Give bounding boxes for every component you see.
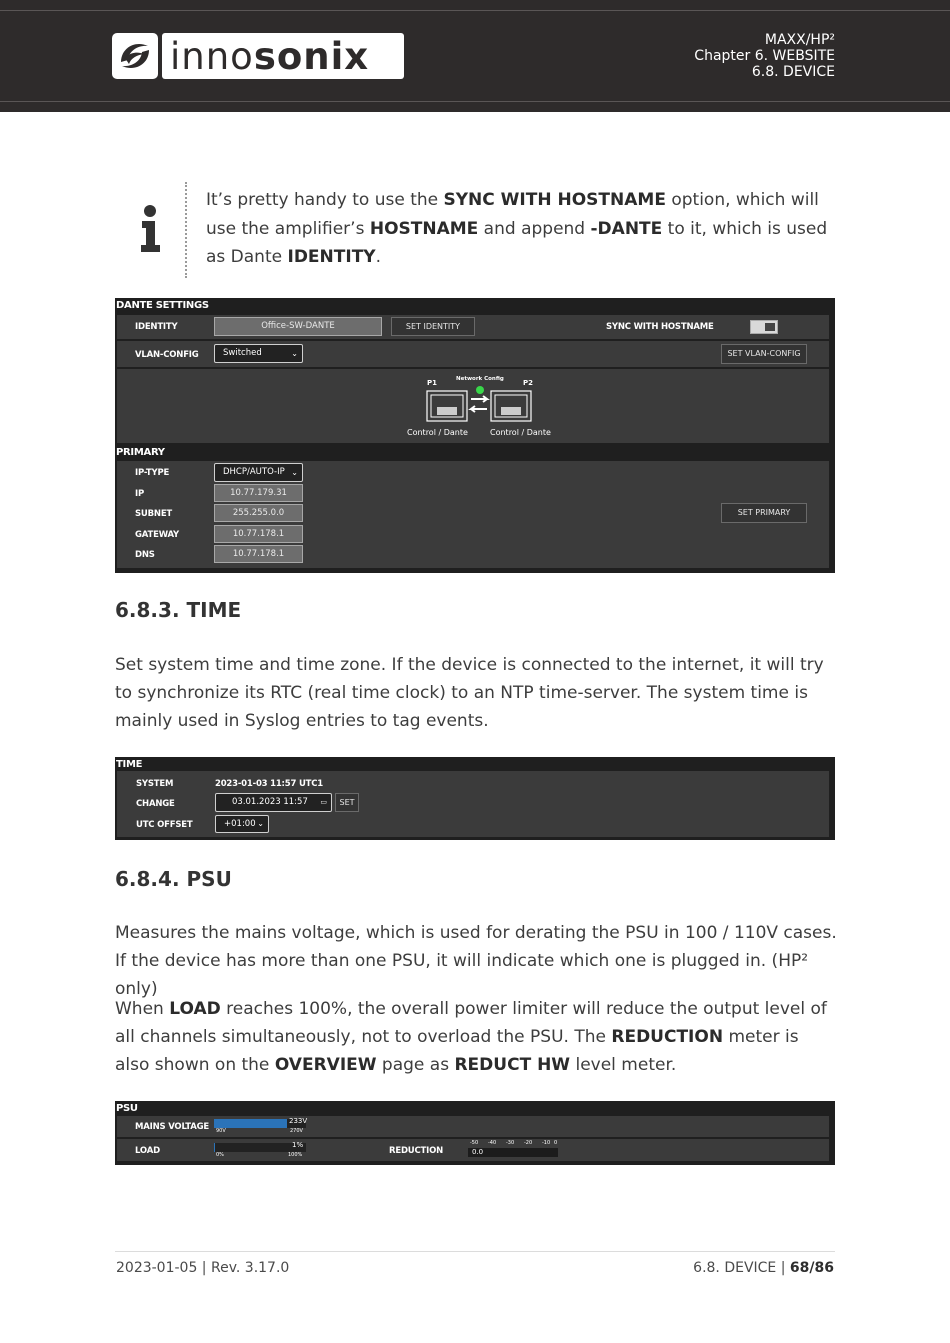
time-heading: 6.8.3. TIME: [115, 598, 242, 622]
time-paragraph: Set system time and time zone. If the device is connected to the internet, it will try to synchronize its RTC (real time clock) to an NTP time-server. The system time is mainly used in Syslog entries to tag events.: [115, 655, 824, 731]
reduction-tick: -40: [488, 1140, 497, 1146]
footer-date-rev: 2023-01-05 | Rev. 3.17.0: [116, 1260, 290, 1276]
primary-title: PRIMARY: [116, 447, 165, 458]
reduction-label: REDUCTION: [389, 1146, 444, 1156]
mains-voltage-fill: [214, 1119, 287, 1128]
reduction-tick: -10: [542, 1140, 551, 1146]
chevron-down-icon: ⌄: [291, 468, 298, 477]
set-identity-button[interactable]: SET IDENTITY: [391, 317, 475, 336]
reduction-tick: -20: [524, 1140, 533, 1146]
identity-input[interactable]: Office-SW-DANTE: [214, 317, 382, 336]
logo-mark-icon: [112, 33, 158, 79]
footer-page-info: 6.8. DEVICE | 68/86: [693, 1260, 834, 1276]
port-p1-label: P1: [427, 379, 438, 387]
reduction-tick: -50: [470, 1140, 479, 1146]
header-rule-top: [0, 10, 950, 11]
footer-rule: [115, 1251, 835, 1252]
network-config-area: [117, 369, 829, 443]
ip-type-label: IP-TYPE: [135, 468, 170, 478]
identity-row: [117, 315, 829, 339]
psu-paragraph-2: When LOAD reaches 100%, the overall power limiter will reduce the output level of all channels simultaneously, not to overload the PSU. The REDUCTION meter is also shown on the OVERVIEW page as REDUCT HW level meter.: [115, 999, 827, 1075]
psu-panel: [115, 1101, 835, 1165]
ip-input[interactable]: 10.77.179.31: [214, 484, 303, 502]
page-total: /86: [809, 1260, 834, 1276]
reduction-scale: [470, 1140, 560, 1148]
load-max: 100%: [288, 1152, 303, 1158]
utc-offset-select[interactable]: +01:00 ⌄: [215, 815, 269, 833]
mains-voltage-value: 233V: [289, 1117, 308, 1125]
sync-with-hostname-toggle[interactable]: [750, 320, 778, 334]
psu-heading: 6.8.4. PSU: [115, 867, 232, 891]
set-vlan-config-button[interactable]: SET VLAN-CONFIG: [721, 344, 807, 364]
load-row: [117, 1139, 829, 1161]
subnet-label: SUBNET: [135, 509, 173, 519]
identity-label: IDENTITY: [135, 322, 178, 332]
innosonix-logo: [112, 33, 404, 79]
time-panel: [115, 757, 835, 840]
page-header: [0, 0, 950, 112]
reduction-value: 0.0: [472, 1148, 484, 1156]
load-min: 0%: [216, 1152, 224, 1158]
note-text: It’s pretty handy to use the SYNC WITH HOSTNAME option, which will use the amplifier’s HOSTNAME and append -DANTE to it, which is used as Dante IDENTITY.: [206, 190, 828, 267]
logo-wordmark: inno sonix: [162, 33, 404, 79]
mains-voltage-row: [117, 1116, 829, 1137]
load-fill: [214, 1143, 215, 1152]
psu-paragraph-1: Measures the mains voltage, which is used for derating the PSU in 100 / 110V cases. If the device has more than one PSU, it will indicate which one is plugged in. (HP² only): [115, 923, 837, 999]
header-section: 6.8. DEVICE: [751, 64, 835, 80]
info-icon: [138, 204, 164, 254]
header-chapter: Chapter 6. WEBSITE: [694, 48, 835, 64]
mains-voltage-label: MAINS VOLTAGE: [135, 1122, 209, 1132]
port-p1-caption: Control / Dante: [407, 428, 468, 437]
set-primary-button[interactable]: SET PRIMARY: [721, 503, 807, 523]
gateway-input[interactable]: 10.77.178.1: [214, 525, 303, 543]
ip-type-select[interactable]: DHCP/AUTO-IP ⌄: [214, 463, 303, 482]
header-meta: [694, 32, 835, 80]
subnet-input[interactable]: 255.255.0.0: [214, 504, 303, 522]
utc-offset-label: UTC OFFSET: [136, 820, 193, 830]
change-datetime-input[interactable]: 03.01.2023 11:57 ▭: [215, 793, 332, 812]
psu-panel-title: PSU: [116, 1103, 138, 1114]
dns-input[interactable]: 10.77.178.1: [214, 545, 303, 563]
gateway-label: GATEWAY: [135, 530, 180, 540]
set-time-button[interactable]: SET: [335, 793, 359, 812]
vlan-config-label: VLAN-CONFIG: [135, 350, 199, 360]
time-panel-title: TIME: [116, 759, 143, 770]
dante-settings-panel: [115, 298, 835, 573]
note-divider: [185, 182, 187, 278]
vlan-row: [117, 341, 829, 367]
port-p2-caption: Control / Dante: [490, 428, 551, 437]
port-p2-label: P2: [523, 379, 534, 387]
dante-settings-title: DANTE SETTINGS: [116, 300, 209, 311]
dns-label: DNS: [135, 550, 155, 560]
chevron-down-icon: ⌄: [291, 349, 298, 358]
change-time-label: CHANGE: [136, 799, 175, 809]
system-time-label: SYSTEM: [136, 779, 174, 789]
toggle-knob: [765, 323, 775, 331]
header-product: MAXX/HP²: [764, 32, 835, 48]
mains-voltage-min: 90V: [216, 1128, 226, 1134]
sync-with-hostname-label: SYNC WITH HOSTNAME: [606, 322, 714, 332]
reduction-tick: 0: [554, 1140, 558, 1146]
calendar-icon: ▭: [320, 798, 327, 806]
info-note: [138, 182, 838, 278]
chevron-down-icon: ⌄: [257, 819, 264, 828]
reduction-tick: -30: [506, 1140, 515, 1146]
vlan-config-select[interactable]: Switched ⌄: [214, 344, 303, 363]
network-config-label: Network Config: [456, 376, 504, 382]
network-ports-diagram: [425, 385, 535, 425]
ip-label: IP: [135, 489, 144, 499]
load-label: LOAD: [135, 1146, 160, 1156]
mains-voltage-max: 270V: [290, 1128, 303, 1134]
header-rule-bottom: [0, 101, 950, 102]
primary-settings: [117, 461, 829, 568]
system-time-value: 2023-01-03 11:57 UTC1: [215, 779, 323, 789]
page-number: 68: [789, 1260, 810, 1276]
load-value: 1%: [292, 1141, 304, 1149]
time-settings: [117, 771, 829, 837]
